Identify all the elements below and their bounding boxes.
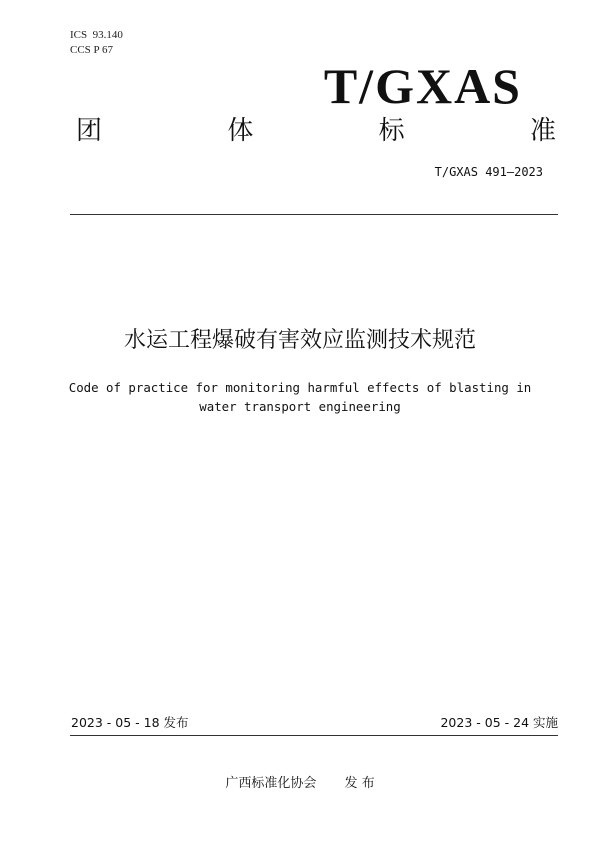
standard-type-char: 团 <box>76 116 103 146</box>
title-english-line: water transport engineering <box>199 399 401 414</box>
title-chinese: 水运工程爆破有害效应监测技术规范 <box>123 328 476 353</box>
implementation-date: 2023 - 05 - 24 实施 <box>440 715 558 730</box>
footer-divider <box>70 735 558 736</box>
standard-type-char: 体 <box>227 116 254 146</box>
publisher-name: 广西标准化协会 <box>225 776 317 791</box>
classification-codes <box>70 28 123 58</box>
standard-type-heading <box>76 114 556 148</box>
standard-type-char: 标 <box>378 116 405 146</box>
ics-code: ICS 93.140 <box>70 29 123 41</box>
standard-number: T/GXAS 491—2023 <box>434 165 543 179</box>
header-divider <box>70 214 558 215</box>
issue-date: 2023 - 05 - 18 发布 <box>71 715 189 730</box>
title-english <box>60 378 540 416</box>
publish-action: 发 布 <box>344 776 375 791</box>
title-english-line: Code of practice for monitoring harmful effects of blasting in <box>68 380 532 395</box>
publisher-line <box>0 775 600 793</box>
standard-logo: T/GXAS <box>323 58 522 114</box>
standard-type-char: 准 <box>529 116 556 146</box>
ccs-code: CCS P 67 <box>70 44 114 56</box>
